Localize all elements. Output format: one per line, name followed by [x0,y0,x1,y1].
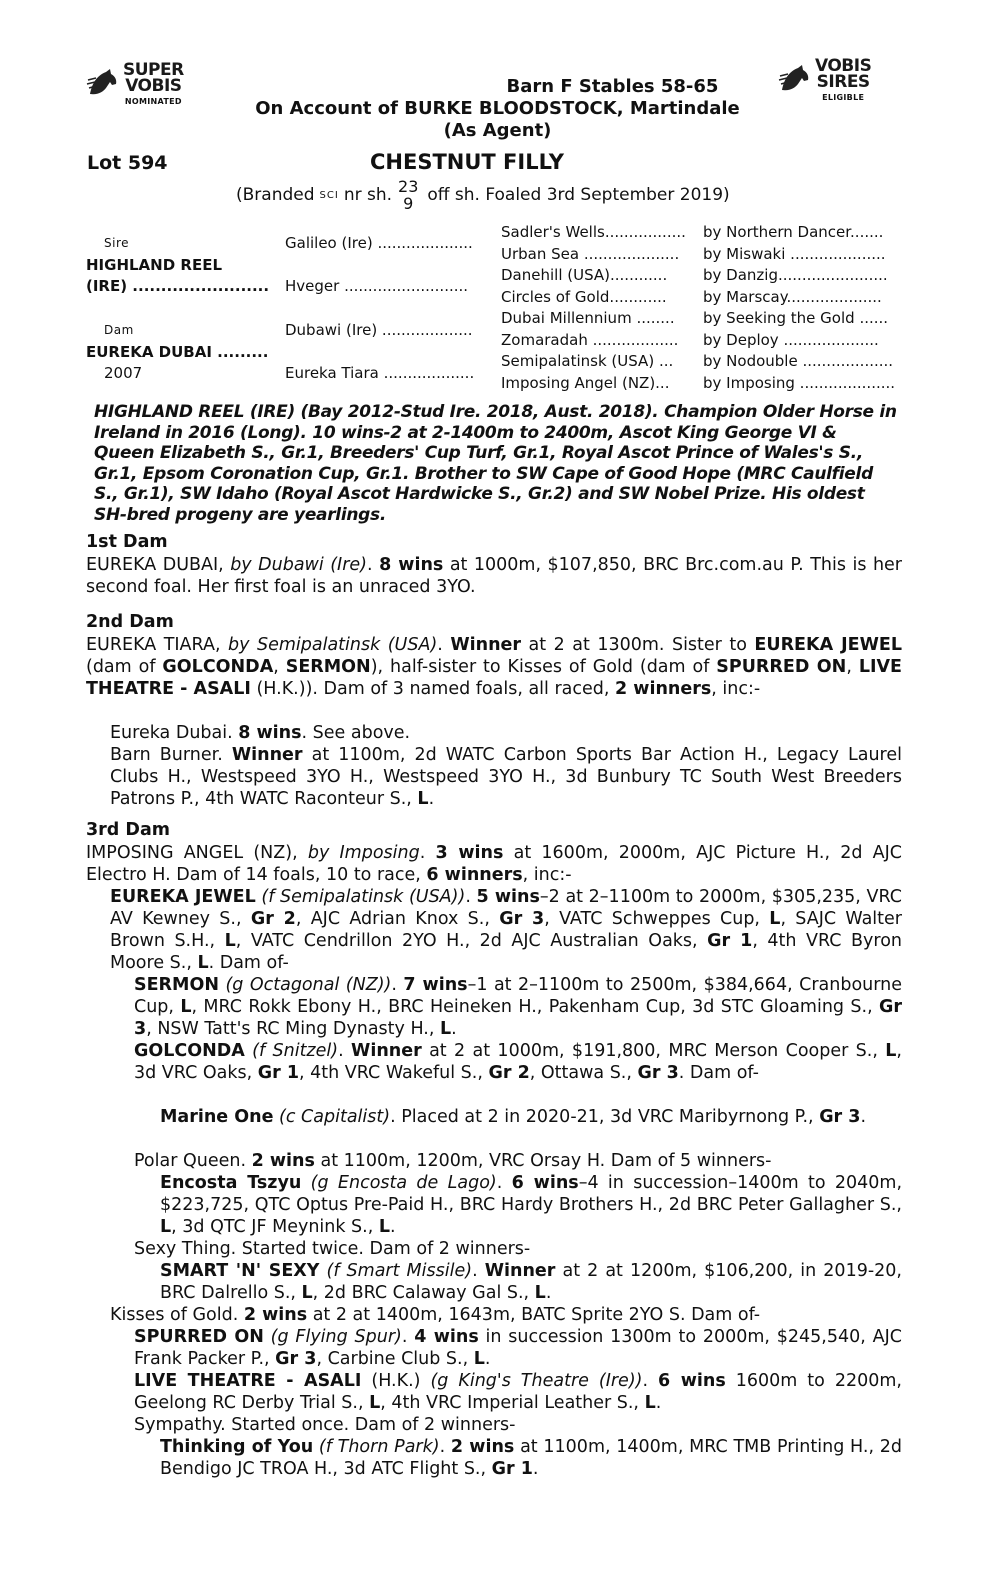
logo-left-line2: VOBIS [125,76,182,96]
header-agent: (As Agent) [443,120,552,141]
first-dam-text: EUREKA DUBAI, by Dubawi (Ire). 8 wins at 1000m, $107,850, BRC Brc.com.au P. This is her second foal. Her first foal is an unraced 3YO. [86,555,902,597]
logo-right-line3: ELIGIBLE [822,93,865,102]
progeny-entry: Eureka Dubai. 8 wins. See above. [110,723,411,743]
brand-pre: (Branded [236,185,315,205]
sire-name: HIGHLAND REEL [86,256,222,274]
brand-numerator: 23 [398,177,419,196]
progeny-entry: Sexy Thing. Started twice. Dam of 2 winners- [134,1239,531,1259]
progeny-entry: Thinking of You (f Thorn Park). 2 wins at 1100m, 1400m, MRC TMB Printing H., 2d Bendigo JC TROA H., 3d ATC Flight S., Gr 1. [160,1437,903,1479]
grandsire: Galileo (Ire) .................... [285,234,473,252]
logo-left-line1: SUPER [123,60,184,80]
gen3-by: by Seeking the Gold ...... [703,309,889,327]
sire-label: Sire [104,236,130,250]
progeny-entry: SMART 'N' SEXY (f Smart Missile). Winner at 2 at 1200m, $106,200, in 2019-20, BRC Dalrello S., L, 2d BRC Calaway Gal S., L. [160,1261,902,1303]
progeny-entry: Encosta Tszyu (g Encosta de Lago). 6 wins–4 in succession–1400m to 2040m, $223,725, QTC Optus Pre-Paid H., BRC Hardy Brothers H., 2d BRC Peter Gallagher S., L, 3d QTC JF Meynink S., L. [160,1173,903,1237]
progeny-entry: Kisses of Gold. 2 wins at 2 at 1400m, 1643m, BATC Sprite 2YO S. Dam of- [110,1305,761,1325]
logo-right-line1: VOBIS [815,56,872,76]
page-title: CHESTNUT FILLY [370,150,564,174]
sire-name-suffix: (IRE) ........................ [86,277,270,295]
gen3-name: Semipalatinsk (USA) ... [501,352,674,370]
section-second-dam: 2nd Dam [86,612,174,632]
gen3-name: Urban Sea .................... [501,245,680,263]
progeny-entry: SPURRED ON (g Flying Spur). 4 wins in succession 1300m to 2000m, $245,540, AJC Frank Packer P., Gr 3, Carbine Club S., L. [134,1327,902,1369]
damsire: Dubawi (Ire) ................... [285,321,473,339]
third-dam-text: IMPOSING ANGEL (NZ), by Imposing. 3 wins at 1600m, 2000m, AJC Picture H., 2d AJC Electro H. Dam of 14 foals, 10 to race, 6 winners, inc:- [86,843,903,885]
progeny-entry: LIVE THEATRE - ASALI (H.K.) (g King's Theatre (Ire)). 6 wins 1600m to 2200m, Geelong RC Derby Trial S., L, 4th VRC Imperial Leather S., L. [134,1371,902,1413]
progeny-entry: Barn Burner. Winner at 1100m, 2d WATC Carbon Sports Bar Action H., Legacy Laurel Clubs H., Westspeed 3YO H., Westspeed 3YO H., 3d Bunbury TC South West Breeders Patrons P., 4th WATC Raconteur S., L. [110,745,902,809]
logo-left-line3: NOMINATED [124,97,182,106]
brand-mark: SCI [319,189,339,201]
header-account: On Account of BURKE BLOODSTOCK, Martindale [255,98,740,119]
dam-name: EUREKA DUBAI ......... [86,343,269,361]
brand-mid: nr sh. [343,185,393,205]
gen3-name: Imposing Angel (NZ)... [501,374,670,392]
section-first-dam: 1st Dam [86,532,168,552]
gen3-by: by Marscay.................... [703,288,882,306]
gen3-by: by Danzig....................... [703,266,888,284]
dam-label: Dam [104,323,134,337]
progeny-entry: EUREKA JEWEL (f Semipalatinsk (USA)). 5 wins–2 at 2–1100m to 2000m, $305,235, VRC AV Kewney S., Gr 2, AJC Adrian Knox S., Gr 3, VATC Schweppes Cup, L, SAJC Walter Brown S.H., L, VATC Cendrillon 2YO H., 2d AJC Australian Oaks, Gr 1, 4th VRC Byron Moore S., L. Dam of- [110,887,902,973]
header-stables: Barn F Stables 58-65 [506,76,719,97]
progeny-entry: SERMON (g Octagonal (NZ)). 7 wins–1 at 2–1100m to 2500m, $384,664, Cranbourne Cup, L, MRC Rokk Ebony H., BRC Heineken H., Pakenham Cup, 3d STC Gloaming S., Gr 3, NSW Tatt's RC Ming Dynasty H., L. [134,975,902,1039]
section-third-dam: 3rd Dam [86,820,170,840]
gen3-by: by Northern Dancer....... [703,223,884,241]
granddam: Hveger .......................... [285,277,469,295]
progeny-entry: Polar Queen. 2 wins at 1100m, 1200m, VRC Orsay H. Dam of 5 winners- [134,1151,772,1171]
gen3-name: Dubai Millennium ........ [501,309,675,327]
gen3-name: Circles of Gold............ [501,288,667,306]
sire-summary: HIGHLAND REEL (IRE) (Bay 2012-Stud Ire. 2018, Aust. 2018). Champion Older Horse in Ireland in 2016 (Long). 10 wins-2 at 2-1400m to 2400m, Ascot King George VI & Queen Elizabeth S., Gr.1, Breeders' Cup Turf, Gr.1, Royal Ascot Prince of Wales's S., Gr.1, Epsom Coronation Cup, Gr.1. Brother to SW Cape of Good Hope (MRC Caulfield S., Gr.1), SW Idaho (Royal Ascot Hardwicke S., Gr.2) and SW Nobel Prize. His oldest SH-bred progeny are yearlings. [94,402,897,525]
gen3-name: Zomaradah .................. [501,331,679,349]
brand-denominator: 9 [403,194,414,213]
brand-line [236,178,730,212]
gen3-by: by Miswaki .................... [703,245,886,263]
brand-fraction [398,178,418,212]
gen3-by: by Nodouble ................... [703,352,894,370]
gen3-by: by Imposing .................... [703,374,896,392]
progeny-entry: GOLCONDA (f Snitzel). Winner at 2 at 1000m, $191,800, MRC Merson Cooper S., L, 3d VRC Oaks, Gr 1, 4th VRC Wakeful S., Gr 2, Ottawa S., Gr 3. Dam of- [134,1041,902,1083]
second-dam-text: EUREKA TIARA, by Semipalatinsk (USA). Winner at 2 at 1300m. Sister to EUREKA JEWEL (dam of GOLCONDA, SERMON), half-sister to Kisses of Gold (dam of SPURRED ON, LIVE THEATRE - ASALI (H.K.)). Dam of 3 named foals, all raced, 2 winners, inc:- [86,635,903,699]
second-dam: Eureka Tiara ................... [285,364,475,382]
brand-post: off sh. Foaled 3rd September 2019) [427,185,730,205]
lot-number: Lot 594 [87,152,168,174]
dam-year: 2007 [104,364,143,382]
logo-right-line2: SIRES [816,72,870,92]
gen3-by: by Deploy .................... [703,331,879,349]
progeny-entry: Sympathy. Started once. Dam of 2 winners- [134,1415,516,1435]
gen3-name: Danehill (USA)............ [501,266,668,284]
gen3-name: Sadler's Wells................. [501,223,686,241]
progeny-entry: Marine One (c Capitalist). Placed at 2 in 2020-21, 3d VRC Maribyrnong P., Gr 3. [160,1107,867,1127]
